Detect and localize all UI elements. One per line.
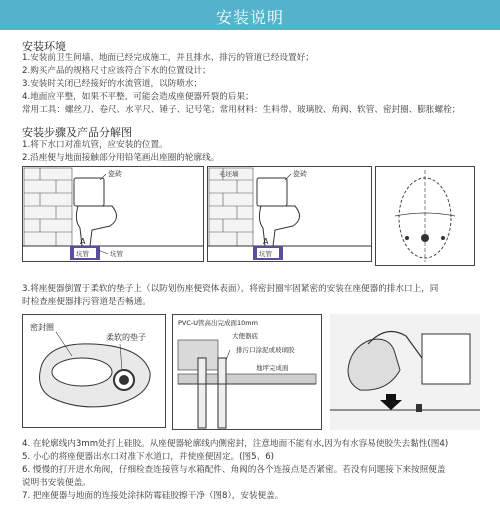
figure-seal-ring (22, 314, 166, 428)
section-heading-steps: 安装步骤及产品分解图 (22, 126, 132, 139)
steps-intro-list (22, 139, 492, 165)
env-line: 3.安装时关闭已经接好的水流管道，以防喷水； (22, 79, 203, 90)
step-line: 说明书安装便盖。 (22, 478, 91, 489)
env-line: 4.地面应平整，如果不平整，可能会造成座便器歼裂的后果； (22, 92, 254, 103)
figure-placing-toilet (330, 314, 480, 430)
step-line: 1.将下水口对准坑管，应安装的位置。 (22, 140, 168, 150)
step-3-text (22, 283, 492, 309)
label-pad: 柔软的垫子 (106, 333, 146, 342)
env-line: 常用工具：螺丝刀、卷尺、水平尺、锤子、记号笔；常用材料：生料带、玻璃胶、角阀、软管、密封圈、膨胀螺栓； (22, 105, 461, 116)
label-tag: 瓷砖 (108, 170, 122, 178)
figure-toilet-rough-wall (207, 166, 372, 262)
page-title: 安装说明 (215, 8, 284, 27)
label-pit: 坑管 (76, 250, 89, 258)
figure-toilet-wall (22, 166, 204, 262)
label-tile: 大便器底 (232, 332, 258, 340)
step-line: 4. 在轮廓线内3mm处打上硅胶。从座便器轮廓线内侧密封，注意地面不能有水,因为有水容易使胶失去黏性(图4) (22, 439, 449, 449)
step-line: 7. 把座便器与地面的连接处涂抹防霉硅胶擦干净（图8），安装便盖。 (22, 491, 284, 502)
label-a: A (80, 237, 86, 246)
steps-final-list (22, 438, 492, 503)
label-tag: 瓷砖 (293, 170, 307, 178)
env-list (22, 52, 492, 117)
label-seal: 密封圈 (30, 323, 54, 332)
figure-outline-topdown (375, 166, 475, 266)
step-line: 2.沿座便与地面接触部分用铅笔画出座圈的轮廓线。 (22, 153, 220, 164)
label-a: A (263, 237, 269, 246)
step-line: 5. 小心的将座便器出水口对准下水道口，并使座便固定。(图5、6) (22, 452, 275, 463)
label-pipe: 坑管 (110, 250, 123, 258)
header-banner (0, 0, 500, 30)
label-wall: 毛坯墙 (219, 170, 239, 178)
label-floor: 地坪完成面 (256, 364, 289, 372)
step-line: 3.将座便器倒置于柔软的垫子上（以防划伤座便瓷体表面），将密封圈牢固紧密的安装在座便器的排水口上，同 (22, 284, 439, 294)
step-line: 时检查座便器排污管道是否畅通。 (22, 297, 151, 308)
env-line: 2.购买产品的规格尺寸应该符合下水的位置设计； (22, 66, 211, 77)
label-pit: 坑管 (259, 250, 272, 258)
figure-pipe-section (172, 314, 322, 430)
env-line: 1.安装前卫生间墙、地面已经完成施工，并且排水、排污的管道已经设置好； (22, 53, 314, 63)
label-glue: 排污口涂泥或玻璃胶 (236, 346, 295, 354)
step-line: 6. 慢慢的打开进水角阀，仔细检查连接管与水箱配件、角阀的各个连接点是否紧密。若没有问题接下来按照便盖 (22, 465, 446, 476)
label-top: PVC-U管高出完成面10mm (178, 319, 258, 327)
section-heading-env: 安装环境 (22, 40, 66, 53)
